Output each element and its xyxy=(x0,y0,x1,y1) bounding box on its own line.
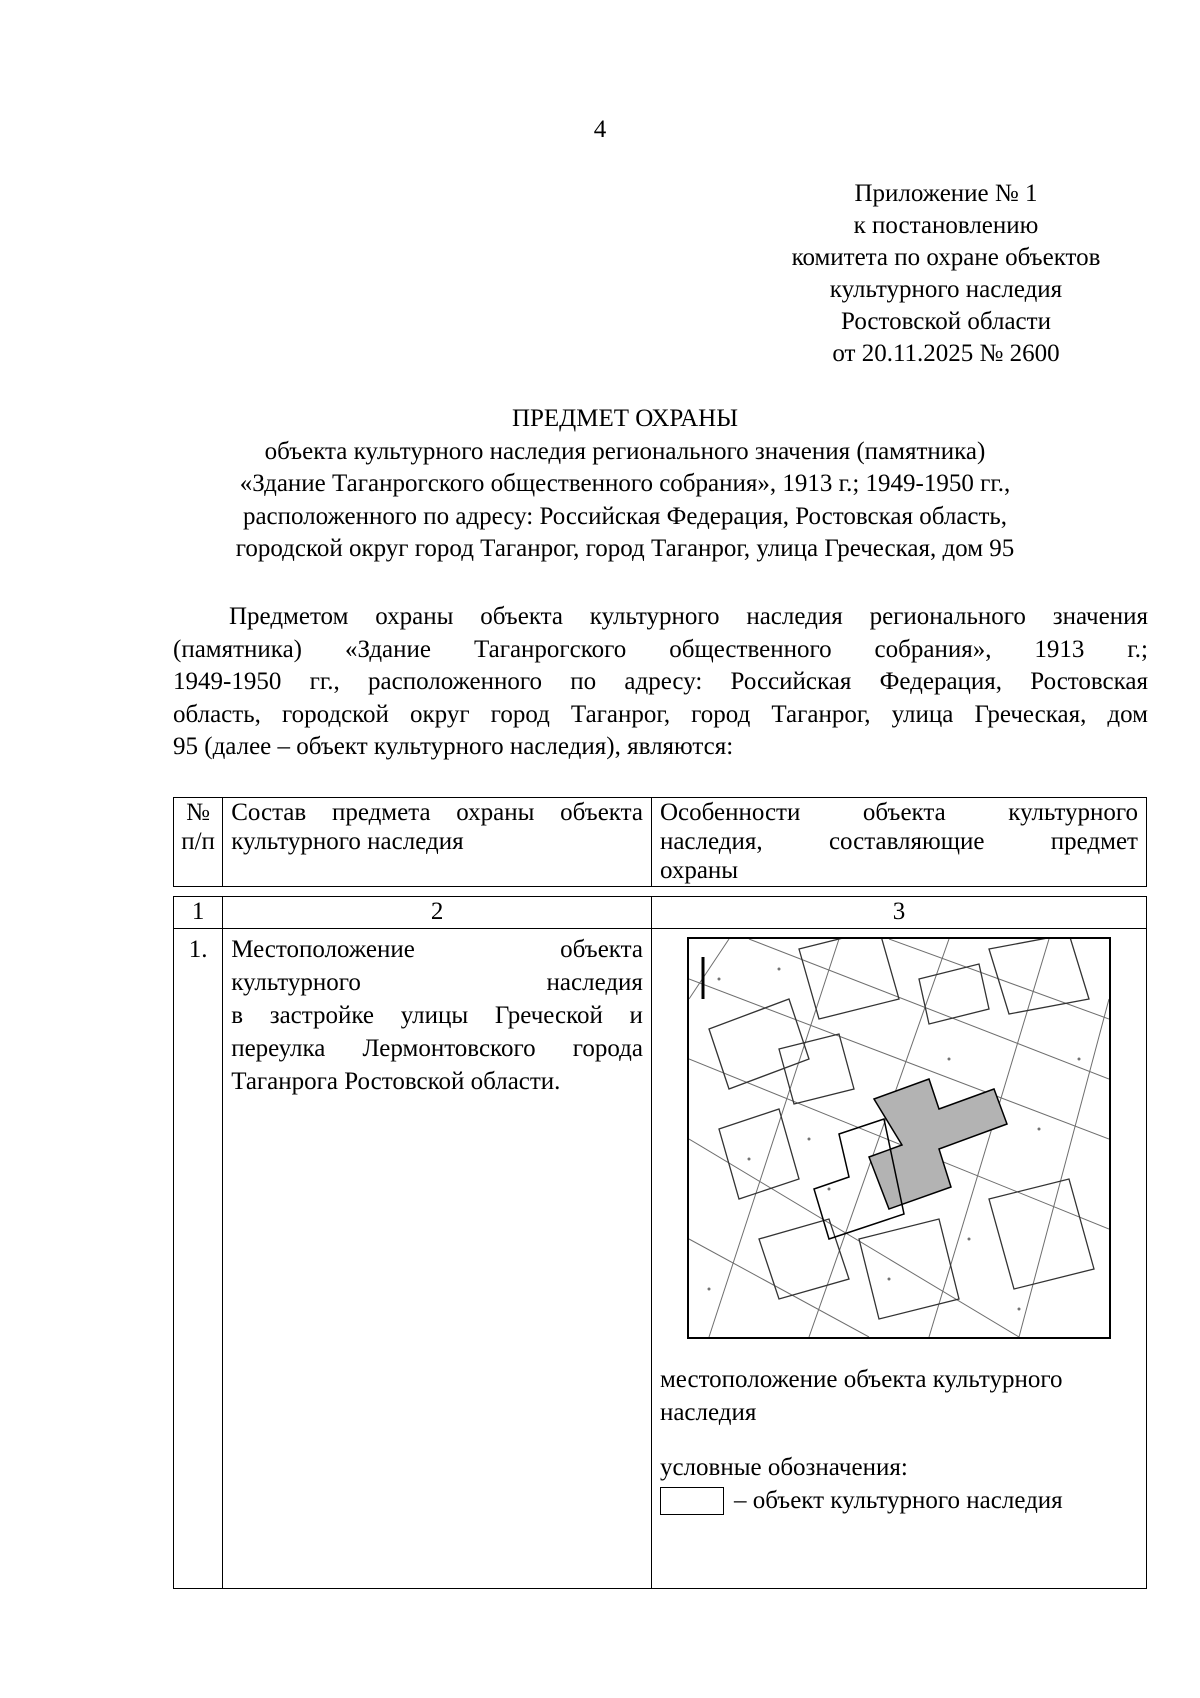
appendix-line: Ростовской области xyxy=(841,308,1051,335)
column-number: 2 xyxy=(223,897,652,929)
column-numbers-row xyxy=(174,897,1147,929)
row-number: 1. xyxy=(174,929,223,1589)
page-number: 4 xyxy=(593,116,607,143)
title-heading: ПРЕДМЕТ ОХРАНЫ xyxy=(511,405,739,432)
appendix-line: к постановлению xyxy=(853,212,1039,239)
header-number-line: № xyxy=(186,799,211,826)
legend-swatch xyxy=(660,1487,724,1515)
header-number-line: п/п xyxy=(181,828,215,855)
map-caption xyxy=(660,1363,1138,1429)
composition-line: переулка Лермонтовского города xyxy=(231,1035,643,1062)
header-features-line: охраны xyxy=(659,857,739,884)
composition-line: культурного наследия xyxy=(231,969,643,996)
header-composition-line: Состав предмета охраны объекта xyxy=(231,799,643,826)
title-line: городской округ город Таганрог, город Таганрог, улица Греческая, дом 95 xyxy=(235,535,1015,562)
composition-line: Таганрога Ростовской области. xyxy=(231,1068,561,1095)
map-caption-line: наследия xyxy=(659,1399,757,1426)
row-features xyxy=(651,929,1146,1589)
appendix-line: от 20.11.2025 № 2600 xyxy=(832,340,1060,367)
intro-line: 95 (далее – объект культурного наследия), являются: xyxy=(173,733,734,760)
map-caption-line: местоположение объекта культурного xyxy=(659,1366,1063,1393)
appendix-line: Приложение № 1 xyxy=(854,180,1038,207)
header-number-cell xyxy=(174,798,223,887)
table-header xyxy=(173,797,1147,887)
header-composition-cell xyxy=(223,798,652,887)
header-features-cell xyxy=(651,798,1146,887)
title-line: «Здание Таганрогского общественного собрания», 1913 г.; 1949-1950 гг., xyxy=(239,470,1011,497)
location-map xyxy=(687,937,1111,1339)
header-features-line: Особенности объекта культурного xyxy=(659,799,1138,826)
intro-line: (памятника) «Здание Таганрогского общественного собрания», 1913 г.; xyxy=(173,635,1148,663)
table-body xyxy=(173,896,1147,1589)
appendix-block xyxy=(746,178,1146,370)
title-line: расположенного по адресу: Российская Федерация, Ростовская область, xyxy=(242,502,1008,530)
legend-item-label: – объект культурного наследия xyxy=(733,1487,1063,1514)
legend-item xyxy=(660,1486,1138,1515)
intro-line: 1949-1950 гг., расположенного по адресу: Российская Федерация, Ростовская xyxy=(173,668,1148,695)
column-number: 1 xyxy=(174,897,223,929)
intro-line: область, городской округ город Таганрог, город Таганрог, улица Греческая, дом xyxy=(173,700,1148,728)
composition-line: Местоположение объекта xyxy=(231,936,643,963)
composition-line: в застройке улицы Греческой и xyxy=(231,1002,643,1029)
header-composition-line: культурного наследия xyxy=(231,828,464,855)
row-composition xyxy=(223,929,652,1589)
appendix-line: комитета по охране объектов xyxy=(791,244,1101,271)
location-map-drawing xyxy=(689,939,1109,1337)
header-features-line: наследия, составляющие предмет xyxy=(659,828,1138,855)
table-row xyxy=(174,929,1147,1589)
column-number: 3 xyxy=(651,897,1146,929)
intro-line: Предметом охраны объекта культурного наследия регионального значения xyxy=(229,603,1148,630)
document-title xyxy=(170,403,1080,566)
legend-title: условные обозначения: xyxy=(659,1454,908,1481)
intro-paragraph xyxy=(173,601,1148,764)
title-line: объекта культурного наследия регионального значения (памятника) xyxy=(264,437,986,465)
appendix-line: культурного наследия xyxy=(829,276,1063,303)
